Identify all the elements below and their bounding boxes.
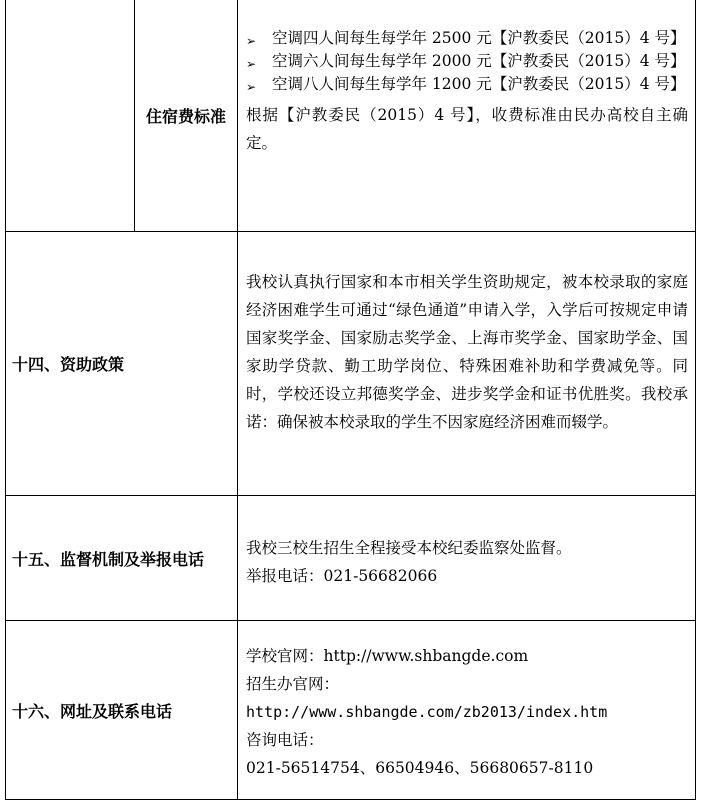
report-phone: 举报电话：021-56682066: [246, 567, 438, 585]
accommodation-note: 根据【沪教委民（2015）4 号】，收费标准由民办高校自主确定。: [246, 106, 688, 152]
table-divider-main: [237, 0, 238, 800]
arrow-bullet-icon: ➢: [246, 80, 257, 94]
contact-content: [246, 642, 688, 782]
arrow-bullet-icon: ➢: [246, 57, 257, 71]
supervision-content: [246, 534, 688, 590]
aid-policy-text: 我校认真执行国家和本市相关学生资助规定，被本校录取的家庭经济困难学生可通过“绿色通道”申请入学，入学后可按规定申请国家奖学金、国家励志奖学金、上海市奖学金、国家助学金、国家助学贷款、勤工助学岗位、特殊困难补助和学费减免等。同时，学校还设立邦德奖学金、进步奖学金和证书优胜奖。我校承诺：确保被本校录取的学生不因家庭经济困难而辍学。: [246, 273, 688, 431]
admissions-website-url[interactable]: http://www.shbangde.com/zb2013/index.htm: [246, 703, 608, 721]
table-border-right: [695, 0, 696, 800]
school-website[interactable]: 学校官网：http://www.shbangde.com: [246, 647, 529, 665]
arrow-bullet-icon: ➢: [246, 34, 257, 48]
supervision-label: 十五、监督机制及举报电话: [12, 549, 205, 569]
consult-phone-label: 咨询电话：: [246, 731, 324, 749]
accommodation-content: [246, 28, 688, 157]
fee-item-text: 空调四人间每生每学年 2500 元【沪教委民（2015）4 号】: [272, 29, 686, 47]
fee-item-text: 空调六人间每生每学年 2000 元【沪教委民（2015）4 号】: [272, 52, 686, 70]
consult-phone-numbers: 021-56514754、66504946、56680657-8110: [246, 759, 594, 777]
table-border-bottom: [5, 799, 696, 800]
fee-item-text: 空调八人间每生每学年 1200 元【沪教委民（2015）4 号】: [272, 75, 686, 93]
contact-label: 十六、网址及联系电话: [12, 701, 173, 721]
fee-item: [246, 74, 688, 97]
accommodation-label: 住宿费标准: [145, 107, 226, 126]
fee-item: [246, 28, 688, 51]
fee-item: [246, 51, 688, 74]
admissions-website-label: 招生办官网：: [246, 675, 340, 693]
table-border-left: [5, 0, 6, 800]
supervision-statement: 我校三校生招生全程接受本校纪委监察处监督。: [246, 539, 572, 557]
aid-policy-label: 十四、资助政策: [12, 355, 125, 374]
